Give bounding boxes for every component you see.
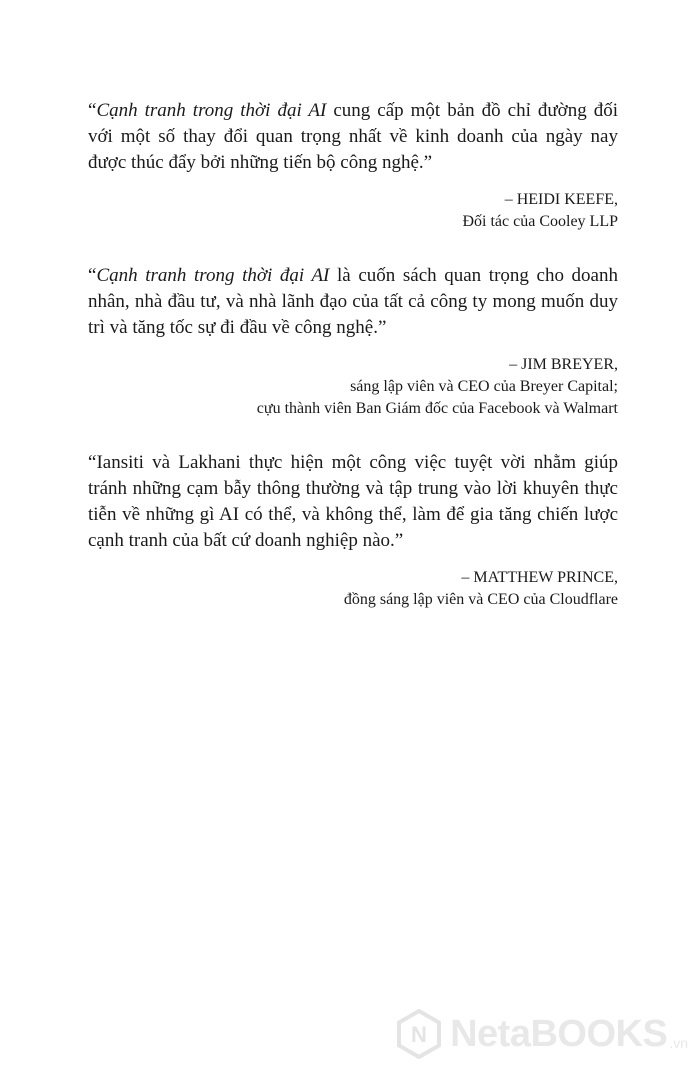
netabooks-logo-icon <box>394 1009 444 1059</box>
book-title: Cạnh tranh trong thời đại AI <box>96 100 327 121</box>
svg-text:N: N <box>411 1022 428 1047</box>
testimonial-heidi-keefe <box>88 98 618 233</box>
testimonial-quote <box>88 450 618 554</box>
quote-text: là cuốn sách quan trọng cho doanh nhân, nhà đầu tư, và nhà lãnh đạo của tất cả công ty mong muốn duy trì và tăng tốc sự đi đầu về công nghệ.” <box>88 265 618 338</box>
attribution <box>88 189 618 233</box>
testimonial-quote <box>88 98 618 176</box>
watermark-brand: NetaBOOKS <box>450 1013 668 1055</box>
netabooks-watermark <box>394 1009 688 1059</box>
testimonials-page <box>88 98 618 641</box>
author-role: sáng lập viên và CEO của Breyer Capital; <box>350 378 618 395</box>
author-role: cựu thành viên Ban Giám đốc của Facebook và Walmart <box>256 400 618 417</box>
book-title: Cạnh tranh trong thời đại AI <box>96 265 330 286</box>
testimonial-quote <box>88 263 618 341</box>
open-quote-mark: “ <box>88 100 97 121</box>
quote-text: cung cấp một bản đồ chỉ đường đối với một số thay đổi quan trọng nhất về kinh doanh của ngày nay được thúc đẩy bởi những tiến bộ công nghệ.” <box>88 100 618 173</box>
testimonial-jim-breyer <box>88 263 618 420</box>
quote-text: Iansiti và Lakhani thực hiện một công việc tuyệt vời nhằm giúp tránh những cạm bẫy thông thường và tập trung vào lời khuyên thực tiễn về những gì AI có thể, và không thể, làm để gia tăng chiến lược cạnh tranh của bất cứ doanh nghiệp nào.” <box>88 452 618 551</box>
author-role: Đối tác của Cooley LLP <box>462 213 618 230</box>
author-name: – JIM BREYER, <box>509 356 618 373</box>
author-role: đồng sáng lập viên và CEO của Cloudflare <box>343 591 618 608</box>
open-quote-mark: “ <box>88 452 97 473</box>
author-name: – HEIDI KEEFE, <box>504 191 618 208</box>
watermark-tld: .vn <box>669 1035 688 1051</box>
open-quote-mark: “ <box>88 265 97 286</box>
author-name: – MATTHEW PRINCE, <box>461 569 618 586</box>
attribution <box>88 354 618 420</box>
attribution <box>88 567 618 611</box>
testimonial-matthew-prince <box>88 450 618 611</box>
